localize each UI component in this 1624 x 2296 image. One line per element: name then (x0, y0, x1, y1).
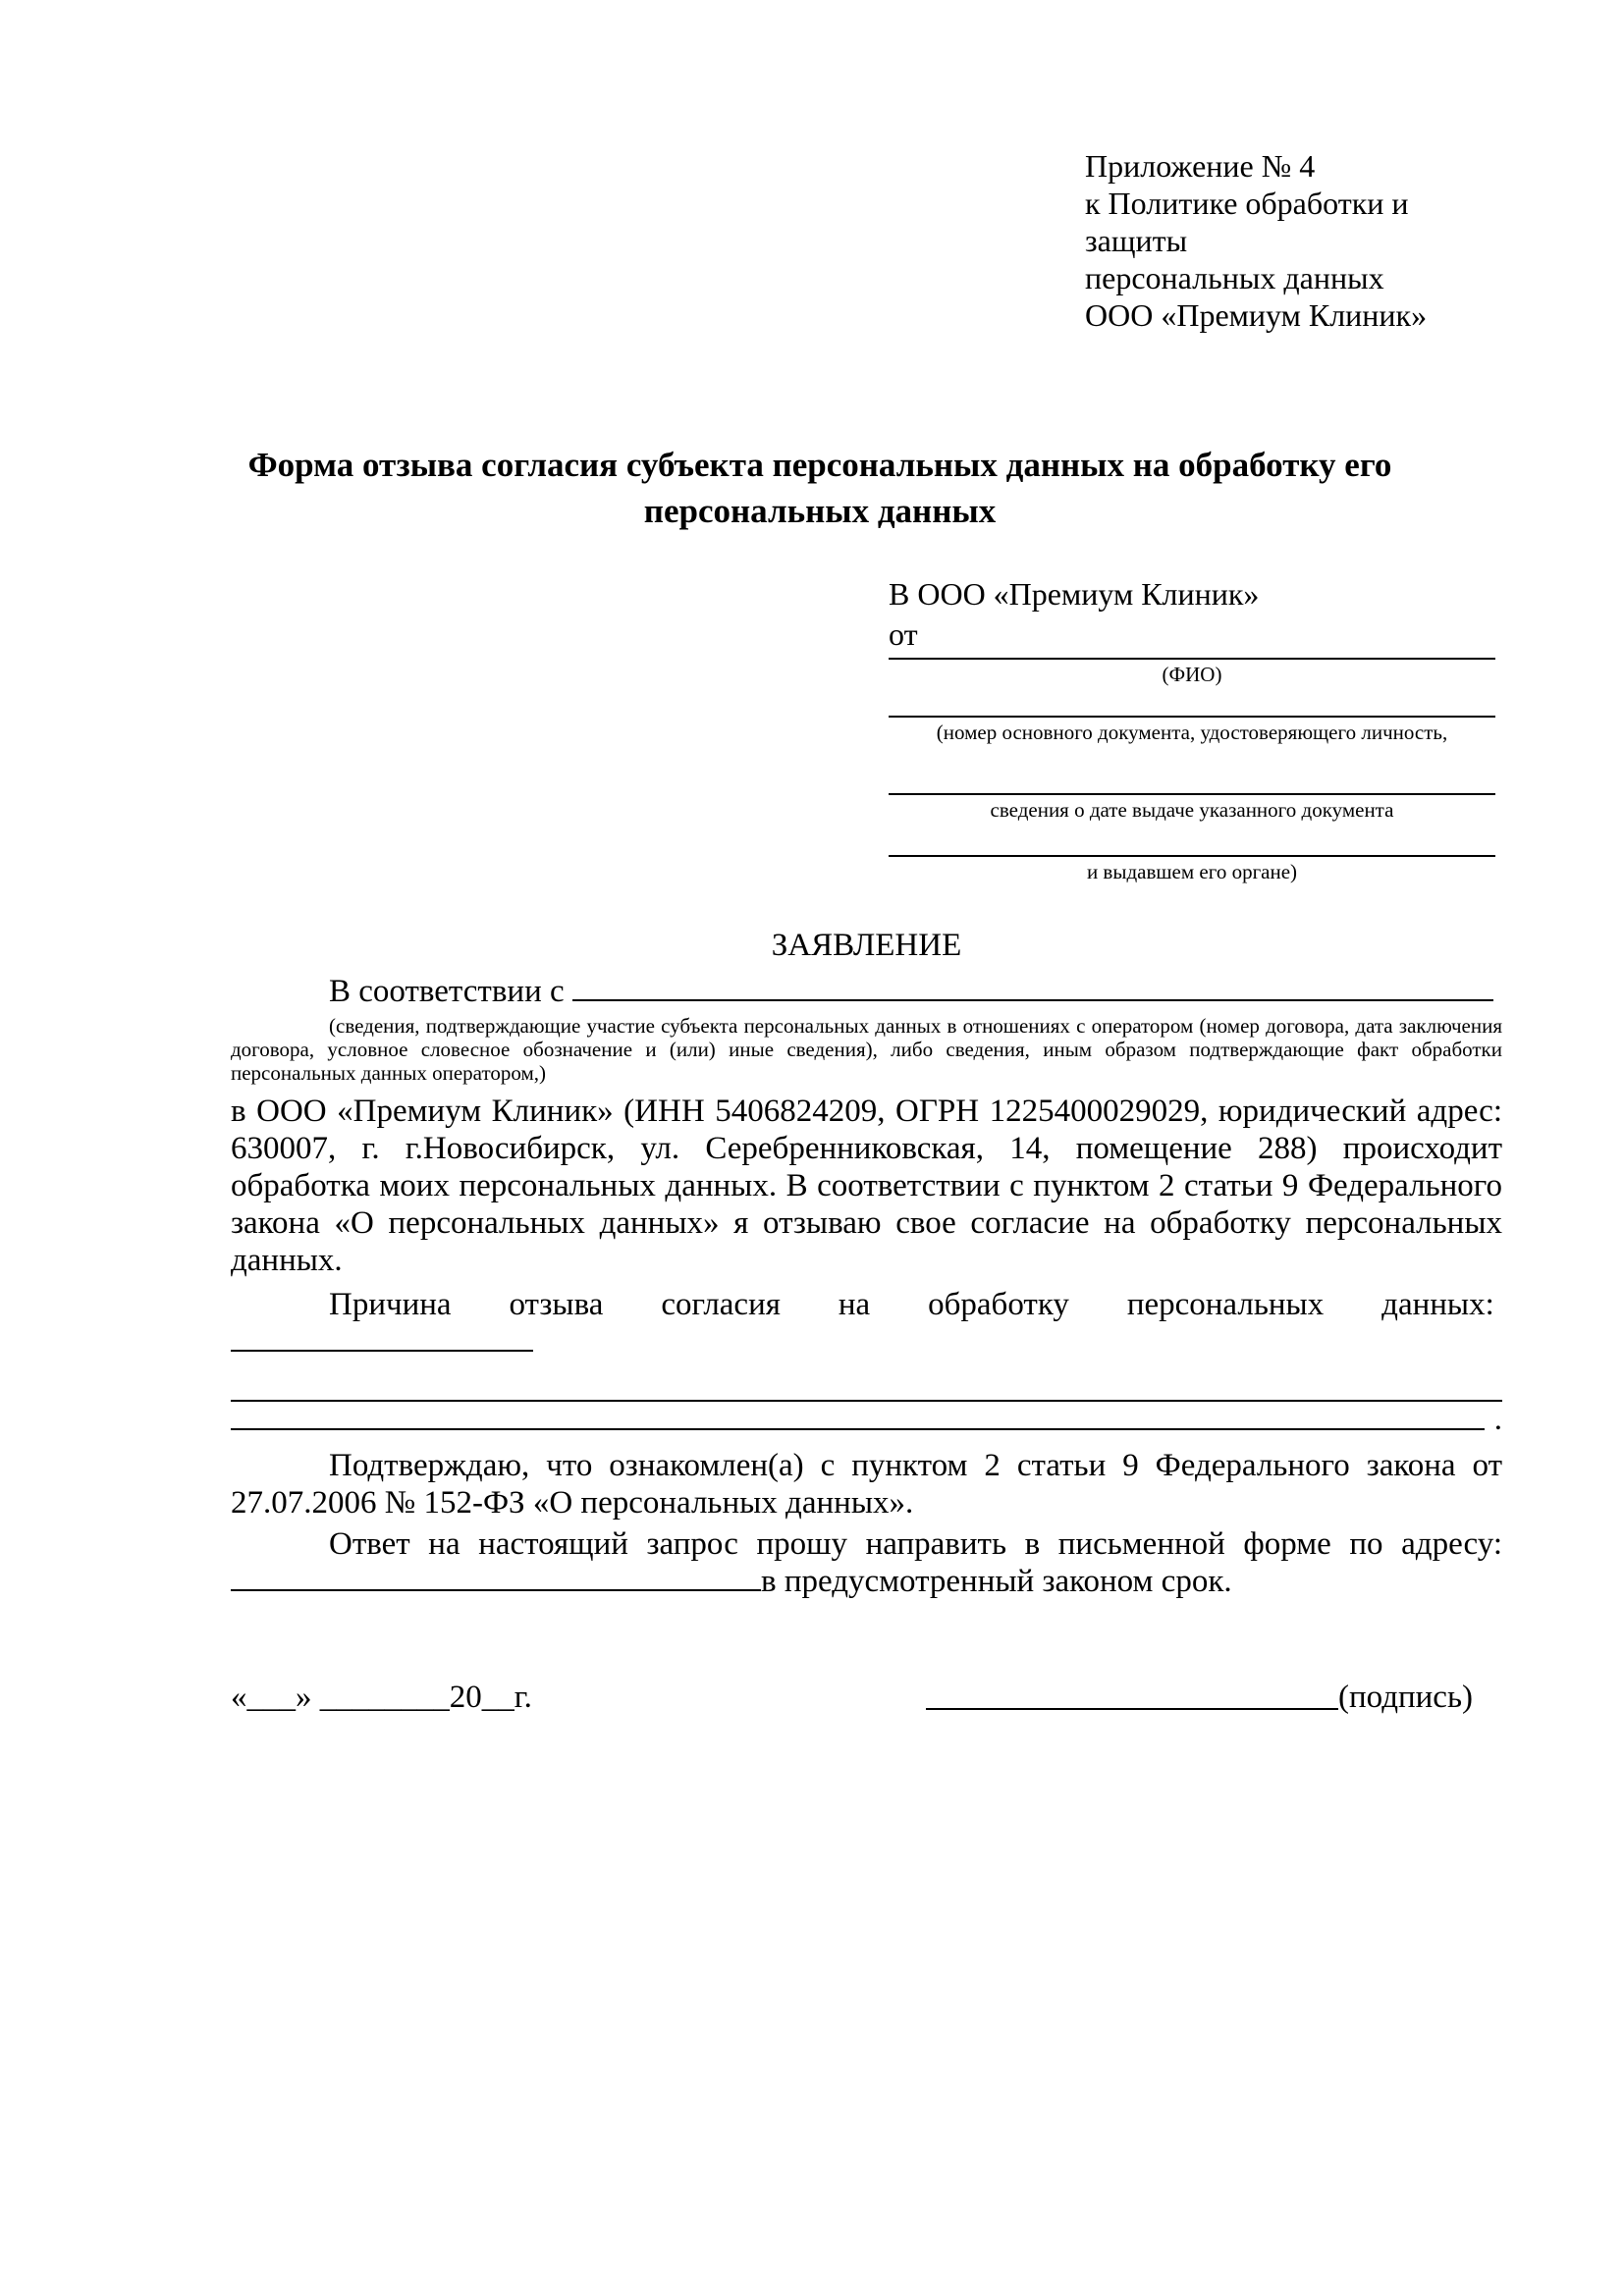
reason-write-line-3-rule[interactable] (231, 1426, 1485, 1430)
issuer-write-line[interactable] (889, 823, 1495, 857)
fio-caption: (ФИО) (1162, 663, 1222, 686)
trailing-period: . (1493, 1402, 1502, 1437)
explanatory-note: (сведения, подтверждающие участие субъекта персональных данных в отношениях с оператором (номер договора, дата заключения договора, условное словесное обозначение и (или) иные сведения), либо сведения, иным образом подтверждающие факт обработки персональных данных оператором,) (231, 1014, 1502, 1085)
document-number-write-line[interactable] (889, 687, 1495, 718)
appendix-note (1085, 147, 1502, 334)
signature-write-line[interactable] (926, 1679, 1338, 1710)
address-write-line[interactable] (231, 1583, 761, 1591)
addressee-to: В ООО «Премиум Клиник» (889, 576, 1260, 612)
reason-label: Причина отзыва согласия на обработку персональных данных: (329, 1287, 1494, 1322)
reason-write-line-3 (231, 1402, 1502, 1437)
date-signature-row (231, 1679, 1473, 1716)
addressee-block (889, 573, 1495, 884)
appendix-line: Приложение № 4 (1085, 148, 1316, 184)
body-paragraph: в ООО «Премиум Клиник» (ИНН 5406824209, ОГРН 1225400029029, юридический адрес: 630007, г. г.Новосибирск, ул. Серебренниковская, 14, помещение 288) происходит обработка моих персональных данных. В соответствии с пунктом 2 статьи 9 Федерального закона «О персональных данных» я отзываю свое согласие на обработку персональных данных. (231, 1094, 1502, 1278)
appendix-line: ООО «Премиум Клиник» (1085, 297, 1428, 333)
intro-line (231, 973, 1502, 1010)
intro-lead: В соответствии с (329, 974, 565, 1009)
reply-tail: в предусмотренный законом срок. (761, 1564, 1232, 1599)
signature-block (926, 1679, 1473, 1716)
statement-heading: ЗАЯВЛЕНИЕ (771, 928, 962, 963)
appendix-line: к Политике обработки и защиты (1085, 186, 1409, 258)
basis-write-line[interactable] (572, 995, 1493, 1001)
date-line[interactable]: «___» ________20__г. (231, 1680, 532, 1715)
signature-caption: (подпись) (1338, 1680, 1473, 1715)
issue-date-caption: сведения о дате выдаче указанного документа (990, 798, 1394, 822)
confirmation-paragraph: Подтверждаю, что ознакомлен(а) с пунктом 2 статьи 9 Федерального закона от 27.07.2006 № 152-ФЗ «О персональных данных». (231, 1448, 1502, 1521)
issue-date-write-line[interactable] (889, 745, 1495, 795)
page-title: Форма отзыва согласия субъекта персональных данных на обработку его персональных данных (247, 446, 1392, 530)
fio-write-line[interactable] (889, 654, 1495, 660)
reply-paragraph (231, 1525, 1502, 1600)
reason-write-line-2[interactable] (231, 1361, 1502, 1402)
issuer-caption: и выдавшем его органе) (1086, 860, 1298, 883)
reply-lead: Ответ на настоящий запрос прошу направить в письменной форме по адресу: (329, 1526, 1502, 1562)
appendix-line: персональных данных (1085, 260, 1384, 295)
reason-line (231, 1286, 1502, 1361)
reason-write-line[interactable] (231, 1346, 533, 1352)
document-number-caption: (номер основного документа, удостоверяющего личность, (936, 721, 1448, 744)
addressee-from-label: от (889, 616, 918, 652)
